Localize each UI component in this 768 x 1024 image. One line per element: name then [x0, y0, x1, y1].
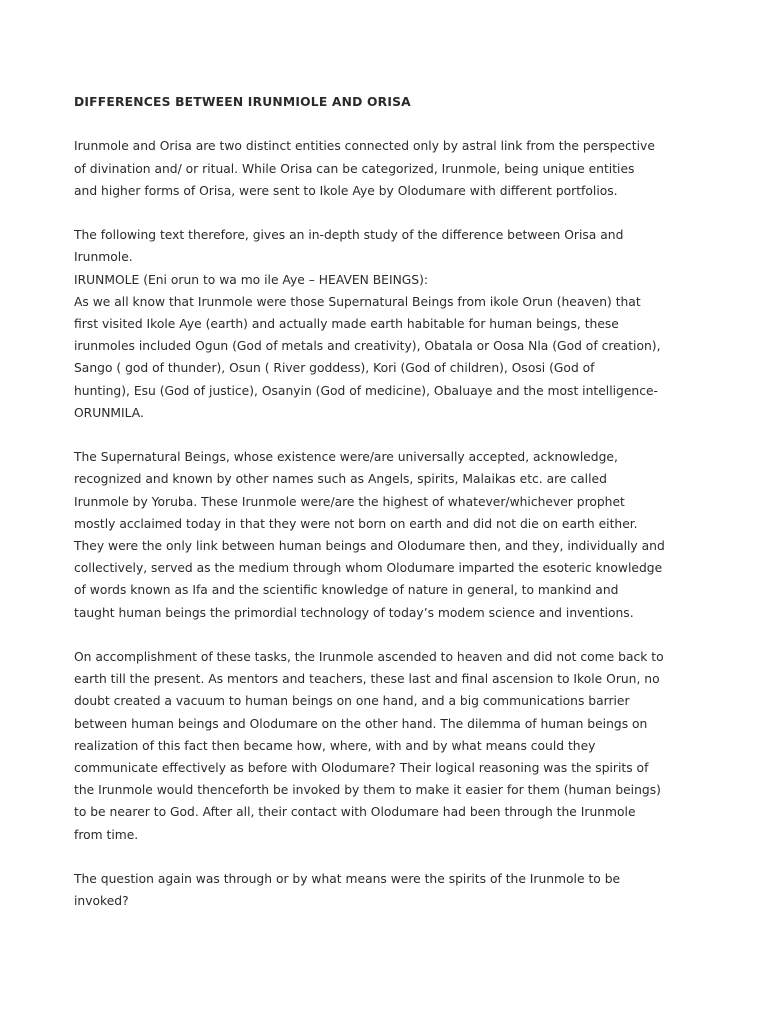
text-line: of divination and/ or ritual. While Orisa can be categorized, Irunmole, being unique entities: [74, 161, 635, 176]
text-line: The following text therefore, gives an in-depth study of the difference between Orisa and: [74, 228, 624, 243]
paragraph-irunmole-definition: [74, 224, 704, 424]
text-line: recognized and known by other names such as Angels, spirits, Malaikas etc. are called: [74, 472, 607, 487]
text-line: to be nearer to God. After all, their contact with Olodumare had been through the Irunmole: [74, 805, 636, 820]
text-line: mostly acclaimed today in that they were not born on earth and did not die on earth either.: [74, 516, 638, 531]
text-line: of words known as Ifa and the scientific knowledge of nature in general, to mankind and: [74, 583, 619, 598]
text-line: the Irunmole would thenceforth be invoked by them to make it easier for them (human beings): [74, 783, 661, 798]
text-line: collectively, served as the medium through whom Olodumare imparted the esoteric knowledge: [74, 561, 663, 576]
text-line: The Supernatural Beings, whose existence were/are universally accepted, acknowledge,: [74, 450, 618, 465]
document-title: DIFFERENCES BETWEEN IRUNMIOLE AND ORISA: [74, 95, 411, 109]
document-body: [74, 91, 704, 912]
text-line: taught human beings the primordial technology of today’s modem science and inventions.: [74, 605, 634, 620]
text-line: Sango ( god of thunder), Osun ( River goddess), Kori (God of children), Ososi (God of: [74, 361, 595, 376]
text-line: irunmoles included Ogun (God of metals and creativity), Obatala or Oosa Nla (God of creation),: [74, 339, 661, 354]
text-line: hunting), Esu (God of justice), Osanyin (God of medicine), Obaluaye and the most intelligence-: [74, 383, 658, 398]
text-line: doubt created a vacuum to human beings on one hand, and a big communications barrier: [74, 694, 630, 709]
paragraph-intro: [74, 135, 704, 202]
text-line: realization of this fact then became how, where, with and by what means could they: [74, 738, 596, 753]
text-line: Irunmole and Orisa are two distinct entities connected only by astral link from the perspective: [74, 139, 655, 154]
text-line: invoked?: [74, 894, 129, 909]
text-line: On accomplishment of these tasks, the Irunmole ascended to heaven and did not come back to: [74, 650, 664, 665]
text-line: As we all know that Irunmole were those Supernatural Beings from ikole Orun (heaven) that: [74, 294, 641, 309]
text-line: communicate effectively as before with Olodumare? Their logical reasoning was the spirits of: [74, 761, 649, 776]
paragraph-ascension: [74, 646, 704, 846]
text-line: and higher forms of Orisa, were sent to Ikole Aye by Olodumare with different portfolios.: [74, 183, 618, 198]
text-line: earth till the present. As mentors and teachers, these last and final ascension to Ikole Orun, no: [74, 672, 660, 687]
text-line: The question again was through or by what means were the spirits of the Irunmole to be: [74, 872, 621, 887]
text-line: first visited Ikole Aye (earth) and actually made earth habitable for human beings, these: [74, 317, 619, 331]
text-line: ORUNMILA.: [74, 405, 144, 420]
paragraph-supernatural-beings: [74, 446, 704, 624]
section-heading-line: IRUNMOLE (Eni orun to wa mo ile Aye – HEAVEN BEINGS):: [74, 272, 429, 287]
text-line: Irunmole by Yoruba. These Irunmole were/are the highest of whatever/whichever prophet: [74, 494, 625, 509]
paragraph-question: [74, 868, 704, 912]
text-line: between human beings and Olodumare on the other hand. The dilemma of human beings on: [74, 716, 648, 731]
text-line: Irunmole.: [74, 250, 133, 265]
text-line: from time.: [74, 827, 139, 842]
text-line: They were the only link between human beings and Olodumare then, and they, individually and: [74, 539, 665, 554]
